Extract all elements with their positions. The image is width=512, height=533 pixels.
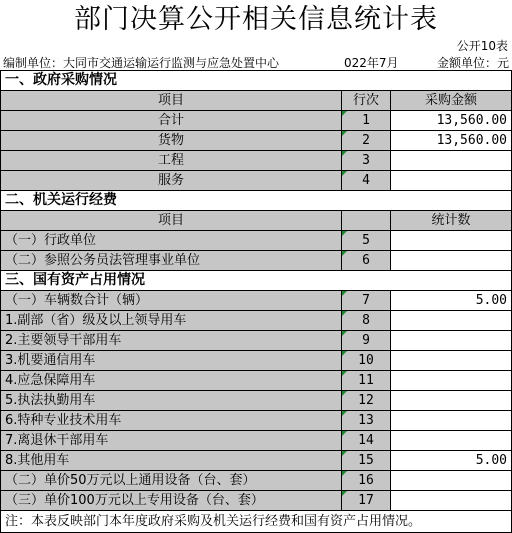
row-item[interactable]: 5.执法执勤用车 xyxy=(1,391,342,411)
row-item[interactable]: 1.副部（省）级及以上领导用车 xyxy=(1,311,342,331)
row-seq[interactable]: 5 xyxy=(342,231,391,251)
section-header-operation xyxy=(1,191,512,211)
table-row xyxy=(1,311,512,331)
row-amount[interactable] xyxy=(391,311,512,331)
row-seq[interactable]: 14 xyxy=(342,431,391,451)
header-stat: 统计数 xyxy=(391,211,512,231)
row-item[interactable]: 服务 xyxy=(1,171,342,191)
header-amount: 采购金额 xyxy=(391,91,512,111)
row-amount[interactable] xyxy=(391,171,512,191)
section-title: 三、国有资产占用情况 xyxy=(1,271,512,291)
row-amount[interactable]: 5.00 xyxy=(391,291,512,311)
row-seq[interactable]: 7 xyxy=(342,291,391,311)
amount-unit: 金额单位：元 xyxy=(436,56,509,70)
row-amount[interactable] xyxy=(391,431,512,451)
row-item[interactable]: 4.应急保障用车 xyxy=(1,371,342,391)
row-amount[interactable]: 13,560.00 xyxy=(391,131,512,151)
row-seq[interactable]: 12 xyxy=(342,391,391,411)
row-seq[interactable]: 4 xyxy=(342,171,391,191)
row-amount[interactable] xyxy=(391,151,512,171)
section-title: 二、机关运行经费 xyxy=(1,191,512,211)
table-row xyxy=(1,351,512,371)
report-title: 部门决算公开相关信息统计表 xyxy=(74,4,438,35)
compiling-unit: 编制单位：大同市交通运输运行监测与应急处置中心 xyxy=(3,56,280,70)
row-item[interactable]: 货物 xyxy=(1,131,342,151)
row-item[interactable]: 工程 xyxy=(1,151,342,171)
row-amount[interactable]: 13,560.00 xyxy=(391,111,512,131)
table-row xyxy=(1,131,512,151)
table-row xyxy=(1,231,512,251)
table-note: 注：本表反映部门本年度政府采购及机关运行经费和国有资产占用情况。 xyxy=(1,511,512,533)
table-row xyxy=(1,371,512,391)
row-item[interactable]: 2.主要领导干部用车 xyxy=(1,331,342,351)
row-item[interactable]: （一）车辆数合计（辆） xyxy=(1,291,342,311)
table-row xyxy=(1,251,512,271)
table-row xyxy=(1,411,512,431)
table-row xyxy=(1,331,512,351)
row-item[interactable]: （二）参照公务员法管理事业单位 xyxy=(1,251,342,271)
row-item[interactable]: 合计 xyxy=(1,111,342,131)
header-seq-empty xyxy=(342,211,391,231)
row-seq[interactable]: 10 xyxy=(342,351,391,371)
table-row xyxy=(1,151,512,171)
row-amount[interactable] xyxy=(391,491,512,511)
row-amount[interactable] xyxy=(391,231,512,251)
row-amount[interactable] xyxy=(391,371,512,391)
table-header-row xyxy=(1,91,512,111)
row-seq[interactable]: 11 xyxy=(342,371,391,391)
report-date: 022年7月 xyxy=(344,56,399,70)
section-header-assets xyxy=(1,271,512,291)
row-amount[interactable] xyxy=(391,411,512,431)
row-item[interactable]: 7.离退休干部用车 xyxy=(1,431,342,451)
row-amount[interactable] xyxy=(391,391,512,411)
row-item[interactable]: （一）行政单位 xyxy=(1,231,342,251)
row-amount[interactable] xyxy=(391,351,512,371)
row-seq[interactable]: 9 xyxy=(342,331,391,351)
row-seq[interactable]: 1 xyxy=(342,111,391,131)
row-item[interactable]: 8.其他用车 xyxy=(1,451,342,471)
row-seq[interactable]: 6 xyxy=(342,251,391,271)
row-seq[interactable]: 17 xyxy=(342,491,391,511)
table-header-row xyxy=(1,211,512,231)
table-row xyxy=(1,451,512,471)
table-row xyxy=(1,291,512,311)
row-seq[interactable]: 15 xyxy=(342,451,391,471)
header-item: 项目 xyxy=(1,211,342,231)
row-item[interactable]: （三）单价100万元以上专用设备（台、套） xyxy=(1,491,342,511)
row-seq[interactable]: 16 xyxy=(342,471,391,491)
row-seq[interactable]: 2 xyxy=(342,131,391,151)
table-row xyxy=(1,491,512,511)
row-seq[interactable]: 3 xyxy=(342,151,391,171)
table-row xyxy=(1,111,512,131)
table-row xyxy=(1,391,512,411)
section-title: 一、政府采购情况 xyxy=(1,71,512,91)
table-row xyxy=(1,431,512,451)
table-row xyxy=(1,171,512,191)
statistics-table xyxy=(0,70,512,533)
section-header-procurement xyxy=(1,71,512,91)
row-item[interactable]: 3.机要通信用车 xyxy=(1,351,342,371)
row-amount[interactable] xyxy=(391,471,512,491)
row-amount[interactable] xyxy=(391,251,512,271)
header-item: 项目 xyxy=(1,91,342,111)
row-seq[interactable]: 13 xyxy=(342,411,391,431)
row-amount[interactable]: 5.00 xyxy=(391,451,512,471)
note-row xyxy=(1,511,512,533)
table-row xyxy=(1,471,512,491)
row-amount[interactable] xyxy=(391,331,512,351)
row-item[interactable]: （二）单价50万元以上通用设备（台、套） xyxy=(1,471,342,491)
row-seq[interactable]: 8 xyxy=(342,311,391,331)
header-seq: 行次 xyxy=(342,91,391,111)
form-number: 公开10表 xyxy=(456,39,508,53)
row-item[interactable]: 6.特种专业技术用车 xyxy=(1,411,342,431)
